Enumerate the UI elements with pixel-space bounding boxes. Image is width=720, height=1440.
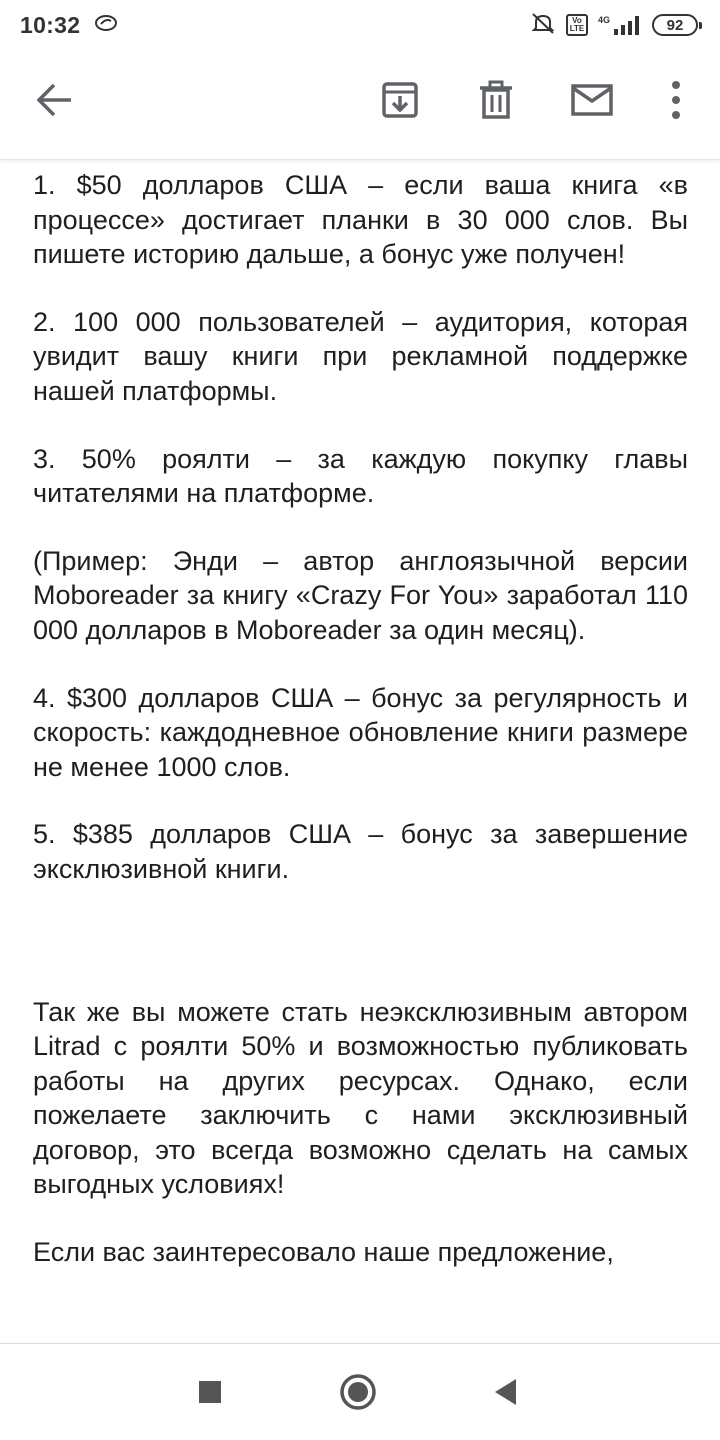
archive-icon — [380, 80, 420, 125]
home-button[interactable] — [334, 1370, 382, 1418]
recents-square-icon — [197, 1379, 223, 1410]
system-back-button[interactable] — [482, 1370, 530, 1418]
back-button[interactable] — [27, 74, 83, 130]
mail-icon — [570, 80, 614, 125]
volte-line1: Vo — [572, 16, 582, 25]
more-vert-icon — [670, 80, 682, 125]
recents-button[interactable] — [186, 1370, 234, 1418]
status-time: 10:32 — [20, 11, 81, 38]
email-paragraph: 2. 100 000 пользователей – аудитория, которая увидит вашу книги при рекламной поддержке нашей платформы. — [33, 306, 688, 406]
email-paragraph: 3. 50% роялти – за каждую покупку главы читателями на платформе. — [33, 443, 688, 509]
mark-unread-button[interactable] — [564, 74, 620, 130]
delete-button[interactable] — [468, 74, 524, 130]
battery-icon — [652, 14, 698, 36]
mute-icon — [530, 11, 556, 40]
volte-line2: LTE — [569, 24, 585, 33]
email-paragraph: 1. $50 долларов США – если ваша книга «в процессе» достигает планки в 30 000 слов. Вы пишете историю дальше, а бонус уже получен! — [33, 170, 688, 270]
archive-button[interactable] — [372, 74, 428, 130]
email-body — [33, 168, 688, 1343]
home-circle-icon — [338, 1372, 378, 1417]
status-bar — [0, 0, 720, 50]
battery-level: 92 — [666, 16, 684, 34]
network-label: 4G — [597, 15, 610, 25]
back-arrow-icon — [35, 80, 75, 125]
app-bar — [0, 50, 720, 160]
email-paragraph: (Пример: Энди – автор англоязычной версии Moboreader за книгу «Crazy For You» заработал 110 000 долларов в Moboreader за один месяц). — [33, 545, 688, 645]
status-right — [530, 11, 698, 40]
more-options-button[interactable] — [648, 74, 704, 130]
email-paragraph: 4. $300 долларов США – бонус за регулярность и скорость: каждодневное обновление книги размере не менее 1000 слов. — [33, 682, 688, 782]
volte-icon — [566, 14, 588, 36]
email-paragraph: 5. $385 долларов США – бонус за завершение эксклюзивной книги. — [33, 819, 688, 884]
trash-icon — [476, 80, 516, 125]
signal-icon — [598, 15, 642, 35]
back-triangle-icon — [492, 1377, 520, 1412]
status-left — [20, 12, 118, 39]
system-nav-bar — [0, 1343, 720, 1440]
email-paragraph: Так же вы можете стать неэксклюзивным автором Litrad с роялти 50% и возможностью публиковать работы на других ресурсах. Однако, если пожелаете заключить с нами эксклюзивный договор, это всегда возможно сделать на самых выгодных условиях! — [33, 996, 688, 1200]
email-paragraph: Если вас заинтересовало наше предложение, — [33, 1237, 614, 1268]
whatsapp-icon — [94, 13, 118, 38]
